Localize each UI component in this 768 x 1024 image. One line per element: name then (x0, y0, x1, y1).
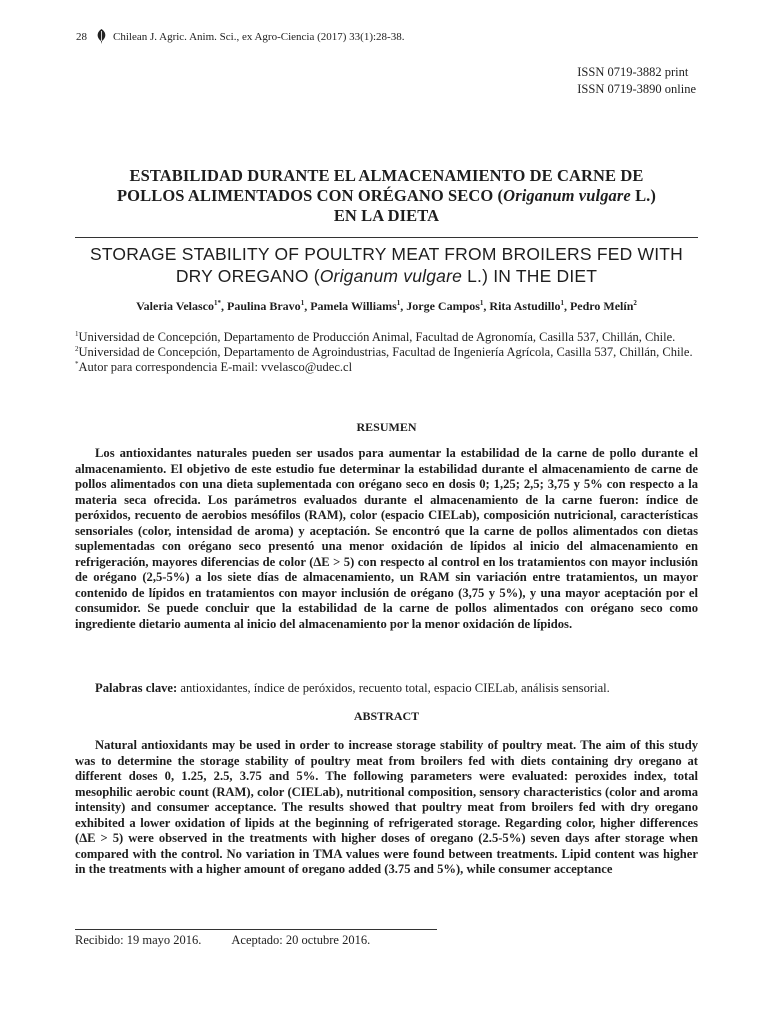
resumen-text: Los antioxidantes naturales pueden ser usados para aumentar la estabilidad de la carne de pollo durante el almacenamiento. El objetivo de este estudio fue determinar la estabilidad durante el almacenamiento de carne de pollos alimentados con una dieta suplementada con orégano seco en dosis 0; 1,25; 2,5; 3,75 y 5% con respecto a la materia seca ofrecida. Los parámetros evaluados durante el almacenamiento de la carne fueron: índice de peróxidos, recuento de aerobios mesófilos (RAM), color (espacio CIELab), composición nutricional, características sensoriales (color, intensidad de aroma) y aceptación. Se encontró que la carne de pollos alimentados con dietas suplementadas con orégano seco presentó una menor oxidación de lípidos al inicio del almacenamiento en refrigeración, mayores diferencias de color (ΔE > 5) con respecto al control en los tratamientos con mayor inclusión de orégano (2,5-5%) a los siete días de almacenamiento, un RAM sin variación entre tratamientos, un mayor contenido de lípidos en tratamientos con mayor inclusión de orégano (3,75 y 5%), y una mayor aceptación por el consumidor. Se puede concluir que la estabilidad de la carne de pollos alimentados con orégano seco como ingrediente dietario aumenta al inicio del almacenamiento por la menor oxidación de lípidos. (75, 446, 698, 631)
title-spanish (75, 166, 698, 226)
title-en-species: Origanum vulgare (319, 266, 463, 286)
title-en-line2-post: L.) IN THE DIET (462, 266, 598, 286)
accepted-date: Aceptado: 20 octubre 2016. (231, 933, 371, 947)
issn-block (577, 64, 696, 98)
author: Rita Astudillo$^1$ (489, 299, 564, 313)
resumen-heading: RESUMEN (356, 420, 417, 434)
journal-citation: Chilean J. Agric. Anim. Sci., ex Agro-Ciencia (2017) 33(1):28-38. (113, 30, 405, 43)
title-es-line1: ESTABILIDAD DURANTE EL ALMACENAMIENTO DE CARNE DE (129, 166, 644, 185)
title-es-species: Origanum vulgare (503, 186, 631, 205)
affiliation: $^1$Universidad de Concepción, Departamento de Producción Animal, Facultad de Agronomía, Casilla 537, Chillán, Chile. (75, 329, 676, 344)
submission-dates (75, 933, 370, 948)
leaf-logo-icon (95, 29, 108, 44)
footer-rule (75, 929, 437, 930)
title-es-line2-post: L.) (630, 186, 656, 205)
abstract-text: Natural antioxidants may be used in order to increase storage stability of poultry meat. The aim of this study was to determine the storage stability of poultry meat from broilers fed with diets containing dry oregano at different doses 0, 1.25, 2.5, 3.75 and 5%. The following parameters were evaluated: peroxides index, total mesophilic aerobic count (RAM), color (CIELab), nutritional composition, sensory characteristics (color and aroma intensity) and consumer acceptance. The results showed that poultry meat from broilers fed with dry oregano exhibited a lower oxidation of lipids at the beginning of refrigerated storage. Regarding color, higher differences (ΔE > 5) were observed in the treatments with higher doses of oregano (2.5-5%) seven days after storage when compared with the control. No variation in TMA values were found between treatments. Lipid content was higher in the treatments with a higher amount of oregano added (3.75 and 5%), while consumer acceptance (75, 738, 698, 876)
running-header (76, 29, 404, 44)
affiliation: $^2$Universidad de Concepción, Departamento de Agroindustrias, Facultad de Ingeniería Agrícola, Casilla 537, Chillán, Chile. (75, 344, 693, 359)
keywords-text: antioxidantes, índice de peróxidos, recuento total, espacio CIELab, análisis sensorial. (177, 681, 610, 695)
title-en-line2 (75, 265, 698, 287)
title-en-line2-pre: DRY OREGANO ( (175, 266, 320, 286)
page-number: 28 (76, 30, 87, 43)
affiliations (75, 330, 698, 375)
author-list: Valeria Velasco$^{1*}$, Paulina Bravo$^1$, Pamela Williams$^1$, Jorge Campos$^1$, Rita Astudillo$^1$, Pedro Melín$^2$ (136, 299, 637, 313)
received-date: Recibido: 19 mayo 2016. (75, 933, 202, 947)
keywords-label: Palabras clave: (95, 681, 178, 695)
title-en-line1: STORAGE STABILITY OF POULTRY MEAT FROM BROILERS FED WITH (89, 244, 683, 264)
title-es-line2 (75, 186, 698, 206)
author: Jorge Campos$^1$ (406, 299, 484, 313)
author: Valeria Velasco$^{1*}$ (136, 299, 221, 313)
title-es-line2-pre: POLLOS ALIMENTADOS CON ORÉGANO SECO ( (117, 186, 504, 205)
title-es-line3: EN LA DIETA (333, 206, 440, 225)
author: Pedro Melín$^2$ (569, 299, 637, 313)
author: Paulina Bravo$^1$ (227, 299, 305, 313)
keywords (75, 681, 698, 696)
abstract-heading: ABSTRACT (353, 709, 420, 723)
corresponding-author: *Autor para correspondencia E-mail: vvelasco@udec.cl (75, 359, 353, 374)
issn-online: ISSN 0719-3890 online (577, 82, 696, 96)
title-english (75, 243, 698, 287)
issn-print: ISSN 0719-3882 print (577, 65, 689, 79)
author: Pamela Williams$^1$ (310, 299, 401, 313)
title-divider (75, 237, 698, 238)
